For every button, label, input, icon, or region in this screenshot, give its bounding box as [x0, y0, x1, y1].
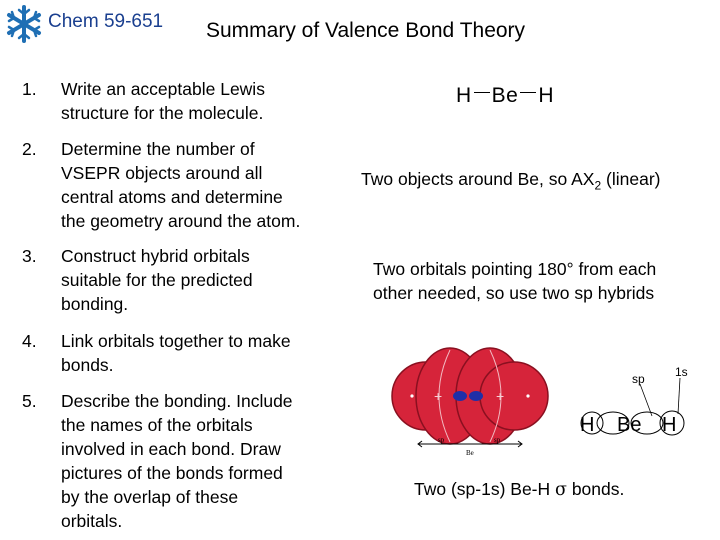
- pointer-line-sp: [640, 384, 652, 416]
- step-number: 4.: [22, 331, 37, 351]
- hybrid-note-line: other needed, so use two sp hybrids: [373, 283, 655, 303]
- atom-h-right: H: [662, 414, 677, 436]
- step-number: 2.: [22, 139, 37, 159]
- axis-label-sp: sp: [438, 436, 445, 444]
- step-line: Construct hybrid orbitals: [61, 246, 250, 266]
- single-bond: [520, 92, 536, 94]
- step-line: Link orbitals together to make: [61, 331, 291, 351]
- step-line: central atoms and determine: [61, 187, 283, 207]
- step-line: pictures of the bonds formed: [61, 463, 283, 483]
- step-number: 5.: [22, 391, 37, 411]
- step-line: bonds.: [61, 355, 114, 375]
- axis-label-be: Be: [466, 449, 474, 457]
- page-title: Summary of Valence Bond Theory: [206, 19, 526, 42]
- lewis-structure: [456, 84, 554, 108]
- step-line: the geometry around the atom.: [61, 211, 301, 231]
- step-line: VSEPR objects around all: [61, 163, 263, 183]
- geometry-statement: [361, 167, 661, 198]
- sigma-symbol: σ: [555, 480, 567, 500]
- course-code: Chem 59-651: [48, 11, 164, 32]
- step-line: bonding.: [61, 294, 129, 314]
- step-number: 1.: [22, 79, 37, 99]
- step-line: Describe the bonding. Include: [61, 391, 293, 411]
- lewis-atom-h-left: H: [456, 84, 472, 107]
- step-1: [22, 77, 322, 125]
- pointer-line-1s: [678, 378, 680, 414]
- step-3: [22, 244, 322, 316]
- step-line: orbitals.: [61, 511, 123, 531]
- plus-sign: +: [496, 388, 505, 404]
- step-4: [22, 329, 352, 377]
- step-line: Determine the number of: [61, 139, 255, 159]
- be-inner-lobe-right: [469, 391, 483, 401]
- geometry-text-after: (linear): [601, 169, 661, 189]
- caption-text: Two (sp-1s) Be-H: [414, 479, 555, 499]
- hybrid-note-line: Two orbitals pointing 180° from each: [373, 259, 657, 279]
- simplified-overlap: [580, 365, 688, 436]
- atom-h-left: H: [580, 414, 595, 436]
- step-line: the names of the orbitals: [61, 415, 253, 435]
- orbital-lobes: [392, 348, 548, 444]
- be-inner-lobe-left: [453, 391, 467, 401]
- step-line: suitable for the predicted: [61, 270, 253, 290]
- axis-label-sp-right: sp: [494, 436, 501, 444]
- caption-text-after: bonds.: [566, 479, 625, 499]
- lewis-atom-be: Be: [491, 84, 519, 107]
- h-nucleus-right: [526, 394, 529, 397]
- h-nucleus-left: [410, 394, 413, 397]
- bond-caption: [414, 479, 624, 500]
- geometry-text: Two objects around Be, so AX: [361, 169, 595, 189]
- step-line: structure for the molecule.: [61, 103, 264, 123]
- step-line: by the overlap of these: [61, 487, 239, 507]
- step-5: [22, 389, 352, 533]
- label-1s: 1s: [675, 365, 688, 379]
- hybrid-note: [373, 257, 656, 305]
- geometry-subscript: 2: [594, 178, 602, 193]
- lewis-atom-h-right: H: [538, 84, 555, 107]
- h-1s-orbital-right: [480, 362, 548, 430]
- step-2: [22, 137, 352, 233]
- snowflake-logo-icon: [4, 4, 44, 44]
- single-bond: [474, 92, 490, 94]
- plus-sign: +: [434, 388, 443, 404]
- atom-be: Be: [617, 414, 642, 436]
- step-number: 3.: [22, 246, 37, 266]
- orbital-overlap-diagram: [388, 336, 718, 486]
- step-line: involved in each bond. Draw: [61, 439, 281, 459]
- label-sp: sp: [632, 372, 645, 386]
- bond-axis: [418, 436, 522, 457]
- step-line: Write an acceptable Lewis: [61, 79, 265, 99]
